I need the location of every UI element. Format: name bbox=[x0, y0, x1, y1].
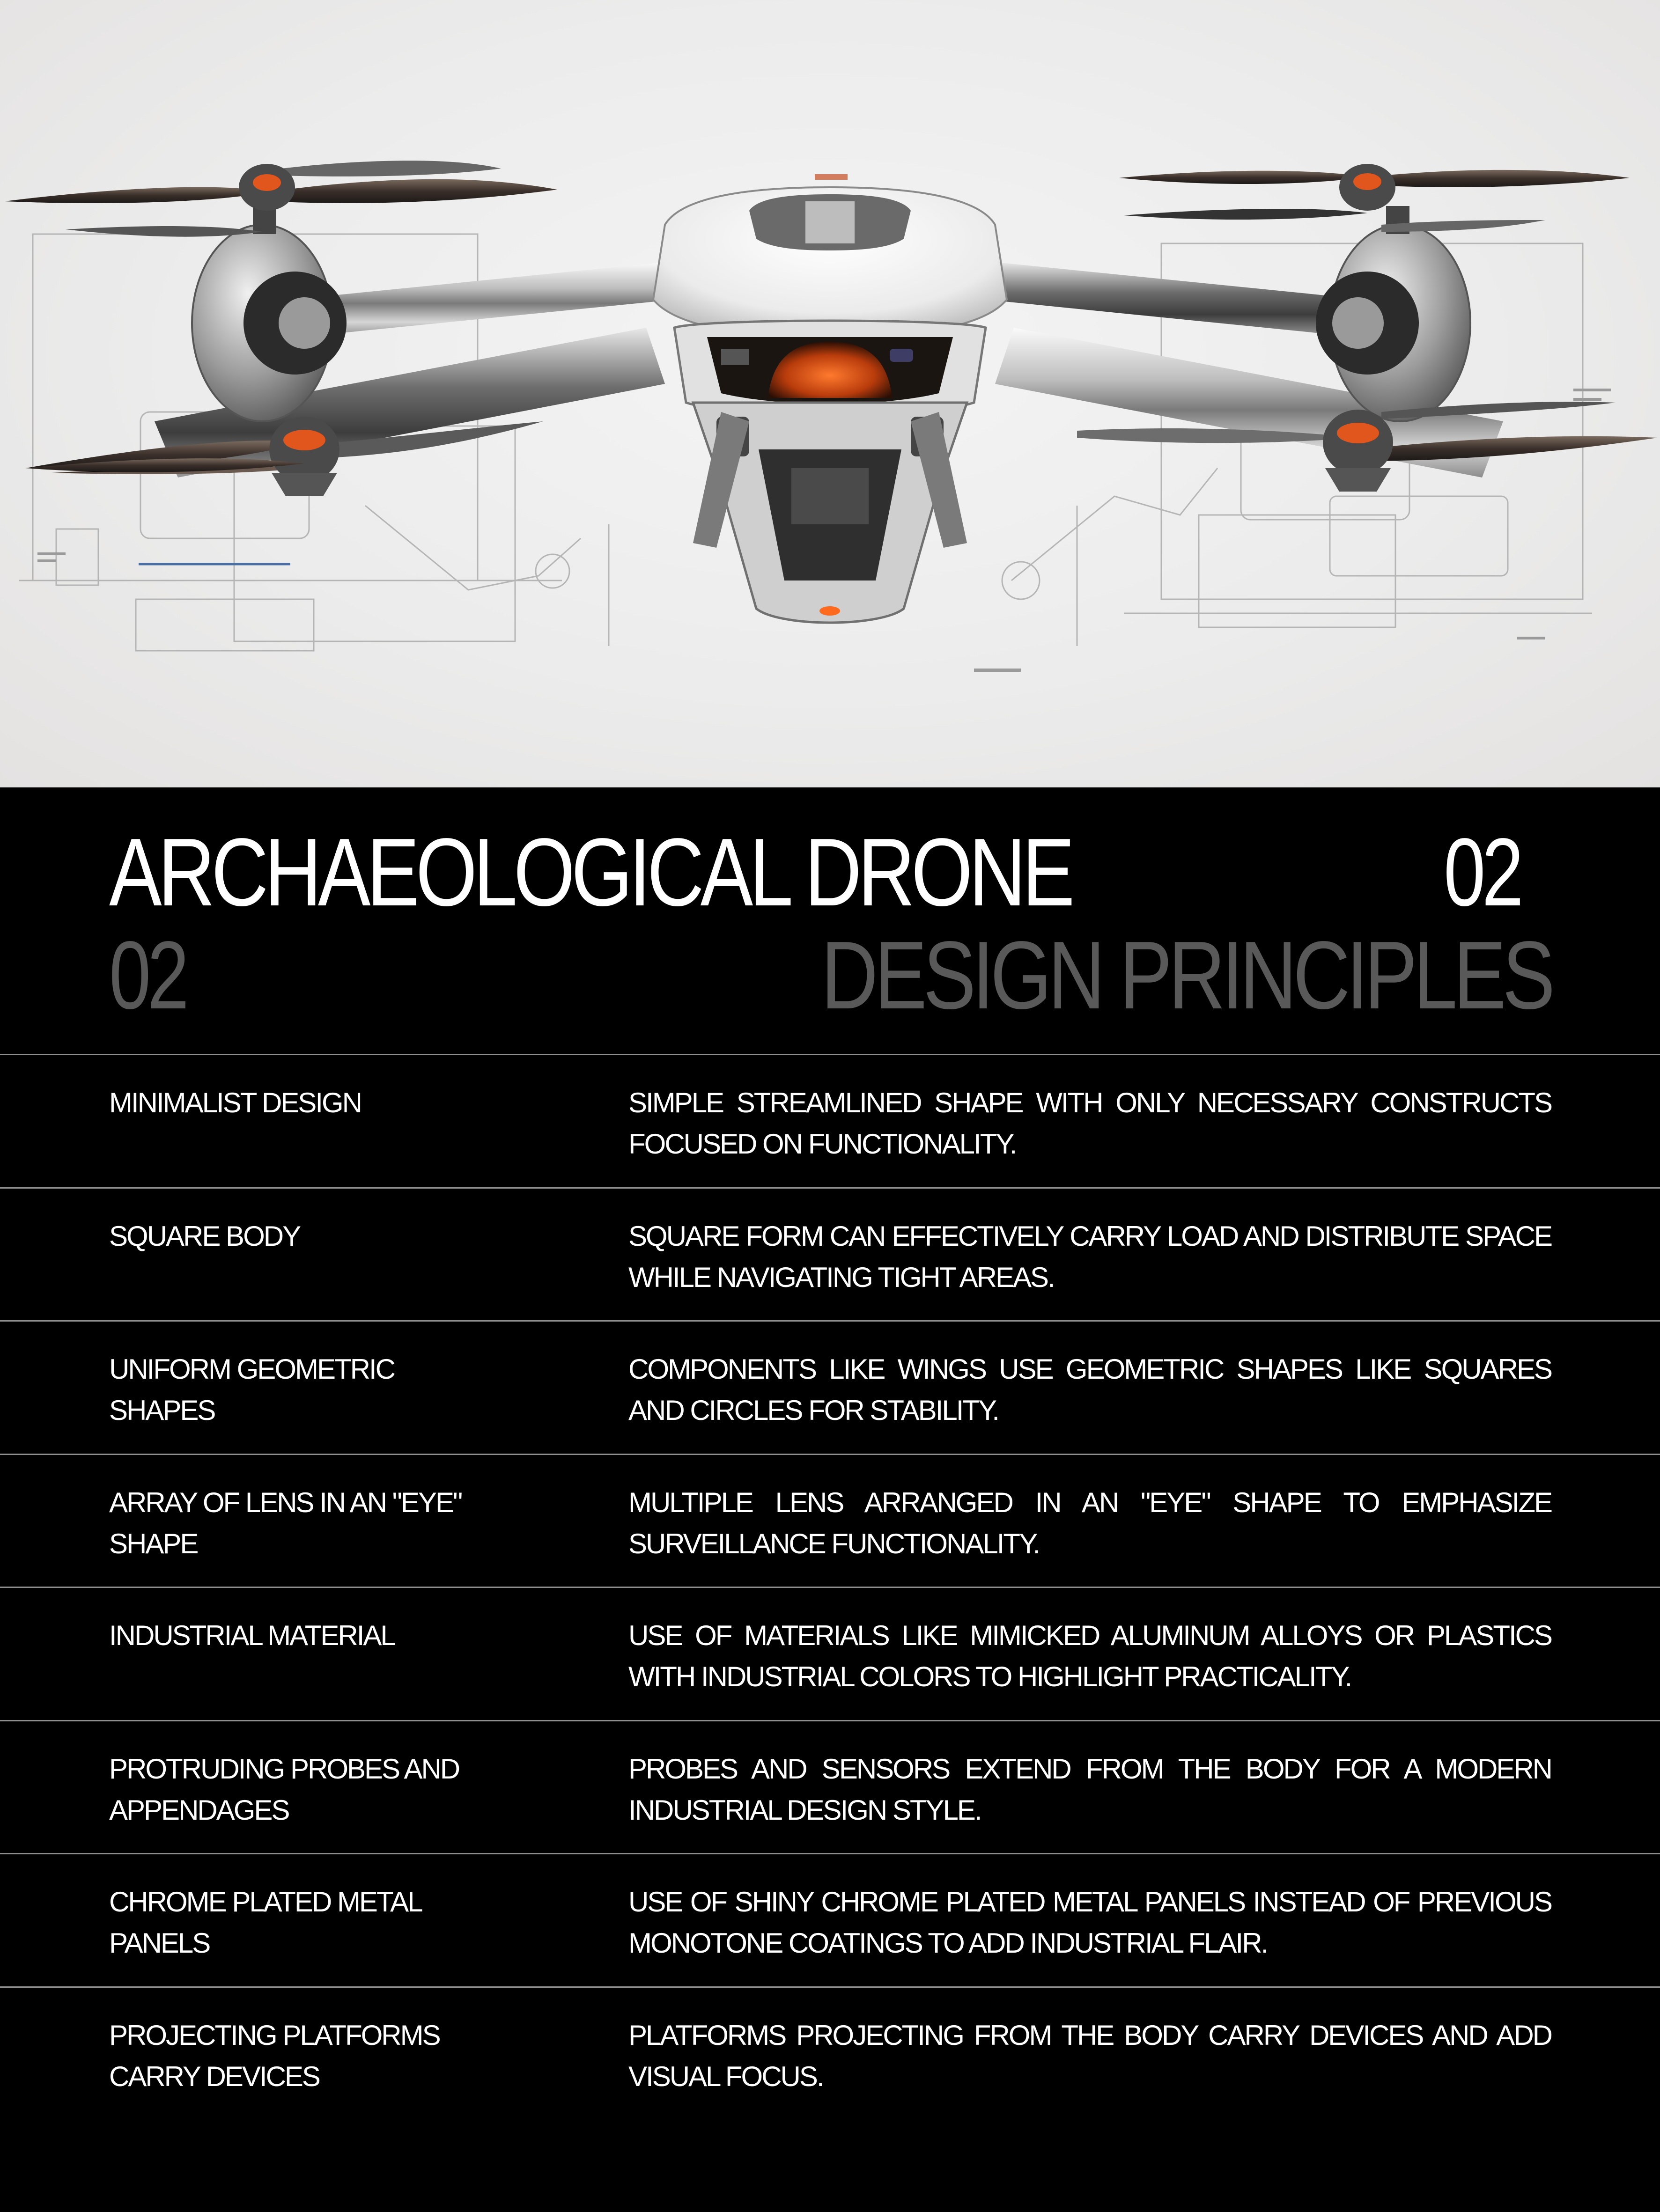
principle-label: SQUARE BODY bbox=[109, 1220, 300, 1252]
principles-table bbox=[0, 1054, 1660, 2119]
subtitle-row bbox=[109, 921, 1551, 1029]
page-title: ARCHAEOLOGICAL DRONE bbox=[109, 818, 1071, 926]
table-row bbox=[0, 1054, 1660, 1187]
principle-label: PROTRUDING PROBES AND APPENDAGES bbox=[109, 1753, 459, 1826]
principle-description: PLATFORMS PROJECTING FROM THE BODY CARRY DEVICES AND ADD VISUAL FOCUS. bbox=[628, 2019, 1551, 2092]
principle-label: UNIFORM GEOMETRIC SHAPES bbox=[109, 1353, 394, 1426]
principle-description: USE OF MATERIALS LIKE MIMICKED ALUMINUM ALLOYS OR PLASTICS WITH INDUSTRIAL COLORS TO HIGHLIGHT PRACTICALITY. bbox=[628, 1620, 1551, 1692]
propeller-bottom-left bbox=[26, 417, 543, 496]
table-row bbox=[0, 1454, 1660, 1587]
table-row bbox=[0, 1853, 1660, 1986]
table-row bbox=[0, 1587, 1660, 1720]
principle-label: CHROME PLATED METAL PANELS bbox=[109, 1886, 421, 1959]
principle-label: MINIMALIST DESIGN bbox=[109, 1087, 361, 1118]
principle-description: PROBES AND SENSORS EXTEND FROM THE BODY FOR A MODERN INDUSTRIAL DESIGN STYLE. bbox=[628, 1753, 1551, 1826]
principle-label: PROJECTING PLATFORMS CARRY DEVICES bbox=[109, 2019, 440, 2092]
principle-description: MULTIPLE LENS ARRANGED IN AN "EYE" SHAPE TO EMPHASIZE SURVEILLANCE FUNCTIONALITY. bbox=[628, 1486, 1551, 1559]
hero-drone-illustration bbox=[0, 0, 1660, 787]
drone-sketch-graphic bbox=[0, 0, 1660, 787]
propeller-top-right bbox=[1119, 164, 1630, 232]
upper-left-arm bbox=[290, 262, 674, 337]
left-motor-pod bbox=[192, 206, 347, 421]
table-row bbox=[0, 1720, 1660, 1853]
principle-label: ARRAY OF LENS IN AN "EYE" SHAPE bbox=[109, 1486, 462, 1559]
right-motor-pod bbox=[1316, 206, 1470, 421]
principle-description: SIMPLE STREAMLINED SHAPE WITH ONLY NECESSARY CONSTRUCTS FOCUSED ON FUNCTIONALITY. bbox=[628, 1087, 1551, 1160]
section-number: 02 bbox=[109, 921, 186, 1029]
propeller-top-left bbox=[5, 161, 557, 237]
table-row bbox=[0, 1187, 1660, 1321]
title-row bbox=[109, 818, 1551, 926]
section-title: DESIGN PRINCIPLES bbox=[821, 921, 1551, 1029]
table-row bbox=[0, 1986, 1660, 2120]
upper-right-arm bbox=[986, 262, 1367, 337]
principle-description: SQUARE FORM CAN EFFECTIVELY CARRY LOAD AND DISTRIBUTE SPACE WHILE NAVIGATING TIGHT AREAS. bbox=[628, 1220, 1551, 1293]
principle-label: INDUSTRIAL MATERIAL bbox=[109, 1620, 395, 1651]
principle-description: USE OF SHINY CHROME PLATED METAL PANELS INSTEAD OF PREVIOUS MONOTONE COATINGS TO ADD INDUSTRIAL FLAIR. bbox=[628, 1886, 1551, 1959]
table-row bbox=[0, 1320, 1660, 1454]
principle-description: COMPONENTS LIKE WINGS USE GEOMETRIC SHAPES LIKE SQUARES AND CIRCLES FOR STABILITY. bbox=[628, 1353, 1551, 1426]
drone-central-body bbox=[653, 174, 1007, 623]
title-number: 02 bbox=[1444, 818, 1520, 926]
